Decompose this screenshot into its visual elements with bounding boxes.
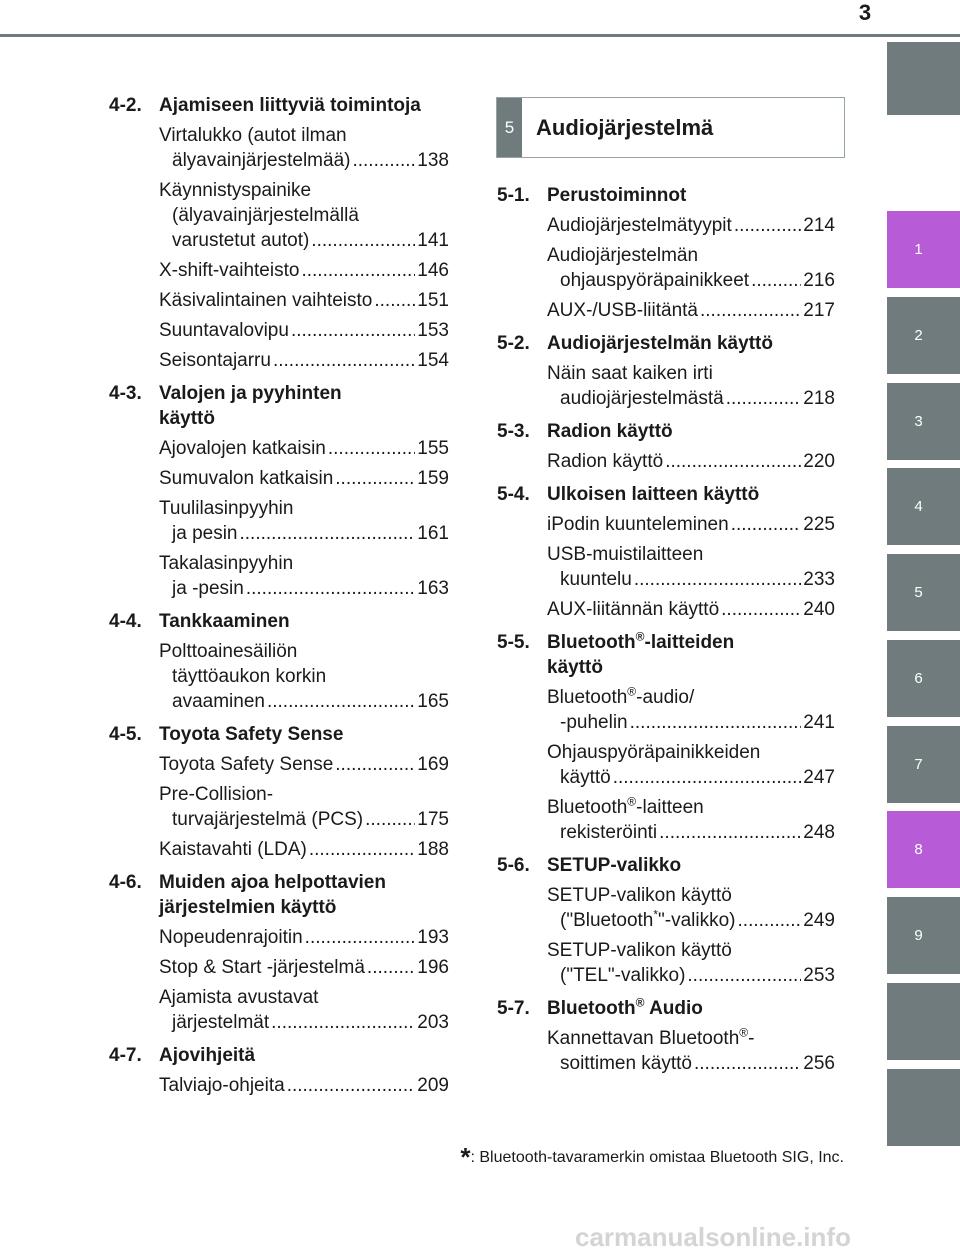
chapter-tab-label: 5 [914, 584, 923, 601]
toc-entry-line: Näin saat kaiken irti [547, 363, 713, 384]
section-number: 4-6. [109, 872, 142, 893]
dot-leader [291, 318, 415, 343]
dot-leader [687, 963, 801, 988]
toc-entry-page: 193 [417, 927, 449, 948]
toc-entry-page: 217 [803, 300, 835, 321]
toc-entry-line: Kannettavan Bluetooth®- [547, 1025, 755, 1049]
toc-entry-page: 233 [803, 569, 835, 590]
section-title [159, 870, 449, 920]
dot-leader [751, 268, 801, 293]
toc-right-column [497, 183, 835, 1076]
toc-section-heading[interactable] [497, 482, 835, 507]
toc-entry-title: turvajärjestelmä (PCS) [172, 809, 364, 830]
chapter-tab-label: 6 [914, 670, 923, 687]
chapter-tab-5[interactable] [887, 554, 960, 631]
dot-leader [305, 925, 416, 950]
toc-entry-line: SETUP-valikon käyttö [547, 885, 732, 906]
toc-entry-title: ("TEL"-valikko) [560, 965, 686, 986]
toc-entry-title: iPodin kuunteleminen [547, 514, 729, 535]
toc-entry[interactable] [159, 782, 449, 832]
toc-entry[interactable] [547, 361, 835, 411]
toc-entry-page: 159 [417, 468, 449, 489]
toc-entry-page: 247 [803, 767, 835, 788]
dot-leader [694, 1051, 801, 1076]
toc-entry-line: Takalasinpyyhin [159, 553, 294, 574]
section-title-line: Ajovihjeitä [159, 1045, 256, 1066]
dot-leader [365, 807, 415, 832]
section-title-line: Tankkaaminen [159, 611, 290, 632]
toc-section-heading[interactable] [109, 381, 449, 431]
section-title-line: Bluetooth®-laitteiden [547, 629, 735, 653]
toc-entry-page: 218 [803, 388, 835, 409]
chapter-tab-3[interactable] [887, 383, 960, 460]
section-title-line: käyttö [159, 408, 215, 429]
dot-leader [335, 466, 415, 491]
chapter-tab-7[interactable] [887, 726, 960, 803]
toc-entry-title: järjestelmät [172, 1012, 270, 1033]
toc-entry-page: 163 [417, 578, 449, 599]
toc-section-heading[interactable] [109, 722, 449, 747]
section-title [159, 609, 449, 634]
toc-entry-title: ("Bluetooth*"-valikko) [560, 907, 736, 931]
chapter-tab-9[interactable] [887, 897, 960, 974]
toc-entry[interactable] [159, 1073, 449, 1098]
dot-leader [734, 213, 801, 238]
section-title [547, 419, 835, 444]
toc-entry-title: Suuntavalovipu [159, 320, 289, 341]
toc-entry[interactable] [547, 512, 835, 537]
dot-leader [328, 436, 415, 461]
section-number: 5-3. [497, 421, 530, 442]
chapter-tab-label: 4 [914, 498, 923, 515]
chapter-tab-4[interactable] [887, 468, 960, 545]
toc-entry[interactable] [159, 925, 449, 950]
section-title [159, 381, 449, 431]
toc-entry[interactable] [159, 318, 449, 343]
section-title-line: SETUP-valikko [547, 855, 682, 876]
toc-entry-title: avaaminen [172, 691, 265, 712]
toc-entry-title: -puhelin [560, 712, 628, 733]
section-title-line: järjestelmien käyttö [159, 897, 337, 918]
section-title [547, 482, 835, 507]
toc-entry[interactable] [547, 883, 835, 933]
toc-section-heading[interactable] [497, 331, 835, 356]
toc-entry-page: 253 [803, 965, 835, 986]
section-title-line: Muiden ajoa helpottavien [159, 872, 386, 893]
toc-entry-line: Bluetooth®-audio/ [547, 684, 695, 708]
dot-leader [335, 752, 415, 777]
toc-entry-title: kuuntelu [560, 569, 632, 590]
toc-entry[interactable] [159, 178, 449, 253]
toc-entry-title: ja pesin [172, 523, 238, 544]
toc-entry[interactable] [159, 955, 449, 980]
toc-entry-page: 154 [417, 350, 449, 371]
toc-entry[interactable] [547, 298, 835, 323]
dot-leader [301, 258, 415, 283]
toc-entry-page: 151 [417, 290, 449, 311]
toc-entry-line: Pre-Collision- [159, 784, 274, 805]
toc-entry-page: 249 [803, 910, 835, 931]
chapter-tab-2[interactable] [887, 297, 960, 374]
chapter-number: 5 [497, 98, 522, 157]
chapter-header [496, 97, 845, 158]
toc-entry[interactable] [159, 288, 449, 313]
chapter-tab-label: 8 [914, 841, 923, 858]
toc-entry-page: 209 [417, 1075, 449, 1096]
toc-entry-title: Sumuvalon katkaisin [159, 468, 334, 489]
toc-entry[interactable] [547, 938, 835, 988]
chapter-tab-8[interactable] [887, 811, 960, 888]
toc-entry-title: Radion käyttö [547, 451, 664, 472]
dot-leader [240, 521, 416, 546]
toc-entry[interactable] [547, 243, 835, 293]
toc-entry[interactable] [159, 258, 449, 283]
toc-entry-page: 188 [417, 839, 449, 860]
toc-section-heading[interactable] [497, 996, 835, 1021]
toc-entry-line: täyttöaukon korkin [172, 666, 327, 687]
toc-entry[interactable] [547, 449, 835, 474]
section-number: 5-5. [497, 632, 530, 653]
toc-entry-page: 155 [417, 438, 449, 459]
toc-entry[interactable] [547, 542, 835, 592]
section-title-line: Ulkoisen laitteen käyttö [547, 484, 760, 505]
toc-entry[interactable] [547, 795, 835, 845]
dot-leader [271, 1010, 415, 1035]
toc-entry[interactable] [159, 551, 449, 601]
toc-entry-line: Käynnistyspainike [159, 180, 312, 201]
section-title-line: Perustoiminnot [547, 185, 687, 206]
toc-entry-page: 161 [417, 523, 449, 544]
dot-leader [352, 148, 415, 173]
toc-entry-line: Ohjauspyöräpainikkeiden [547, 742, 761, 763]
toc-entry[interactable] [159, 123, 449, 173]
toc-entry-title: Talviajo-ohjeita [159, 1075, 285, 1096]
toc-entry-title: AUX-liitännän käyttö [547, 599, 720, 620]
section-title-line: Radion käyttö [547, 421, 673, 442]
toc-entry[interactable] [547, 597, 835, 622]
chapter-title: Audiojärjestelmä [536, 114, 714, 140]
toc-entry-title: ja -pesin [172, 578, 244, 599]
page-number: 3 [858, 0, 872, 25]
toc-entry[interactable] [159, 436, 449, 461]
section-title [547, 630, 835, 680]
toc-entry-title: soittimen käyttö [560, 1053, 692, 1074]
dot-leader [738, 908, 802, 933]
toc-entry-page: 165 [417, 691, 449, 712]
toc-section-heading[interactable] [109, 870, 449, 920]
dot-leader [309, 837, 415, 862]
dot-leader [731, 512, 802, 537]
footnote-marker: * [460, 1142, 471, 1172]
dot-leader [726, 386, 802, 411]
toc-entry-page: 220 [803, 451, 835, 472]
toc-entry-page: 175 [417, 809, 449, 830]
section-title [547, 183, 835, 208]
toc-entry-title: Käsivalintainen vaihteisto [159, 290, 373, 311]
toc-entry[interactable] [159, 985, 449, 1035]
toc-section-heading[interactable] [497, 419, 835, 444]
toc-entry-page: 241 [803, 712, 835, 733]
toc-section-heading[interactable] [109, 93, 449, 118]
section-number: 5-6. [497, 855, 530, 876]
section-title-line: käyttö [547, 657, 603, 678]
dot-leader [367, 955, 415, 980]
section-number: 5-4. [497, 484, 530, 505]
toc-entry-page: 138 [417, 150, 449, 171]
toc-entry-title: ohjauspyöräpainikkeet [560, 270, 750, 291]
section-title-line: Toyota Safety Sense [159, 724, 344, 745]
section-title [159, 722, 449, 747]
toc-entry[interactable] [159, 837, 449, 862]
toc-entry-title: X-shift-vaihteisto [159, 260, 300, 281]
chapter-tab-1[interactable] [887, 211, 960, 288]
toc-entry-title: audiojärjestelmästä [560, 388, 724, 409]
dot-leader [246, 576, 415, 601]
section-number: 4-7. [109, 1045, 142, 1066]
chapter-tab-6[interactable] [887, 640, 960, 717]
toc-entry-page: 169 [417, 754, 449, 775]
chapter-tab-label: 3 [914, 413, 923, 430]
toc-entry[interactable] [547, 1026, 835, 1076]
section-title-line: Audiojärjestelmän käyttö [547, 333, 773, 354]
toc-entry-page: 248 [803, 822, 835, 843]
section-number: 4-3. [109, 383, 142, 404]
toc-entry-page: 214 [803, 215, 835, 236]
dot-leader [273, 348, 415, 373]
toc-entry-page: 225 [803, 514, 835, 535]
section-number: 5-7. [497, 998, 530, 1019]
section-title [547, 853, 835, 878]
toc-left-column [109, 93, 449, 1098]
toc-entry[interactable] [547, 685, 835, 735]
section-title-line: Ajamiseen liittyviä toimintoja [159, 95, 421, 116]
dot-leader [634, 567, 801, 592]
toc-entry-title: Seisontajarru [159, 350, 271, 371]
dot-leader [613, 765, 802, 790]
toc-entry[interactable] [547, 213, 835, 238]
chapter-tab-label: 7 [914, 756, 923, 773]
dot-leader [374, 288, 415, 313]
toc-entry[interactable] [547, 740, 835, 790]
dot-leader [630, 710, 802, 735]
toc-entry-page: 153 [417, 320, 449, 341]
toc-entry-line: Polttoainesäiliön [159, 641, 298, 662]
toc-section-heading[interactable] [109, 609, 449, 634]
toc-entry-page: 146 [417, 260, 449, 281]
toc-entry-title: Kaistavahti (LDA) [159, 839, 307, 860]
chapter-tab-label: 9 [914, 927, 923, 944]
toc-entry-title: AUX-/USB-liitäntä [547, 300, 698, 321]
dot-leader [665, 449, 801, 474]
toc-entry[interactable] [159, 496, 449, 546]
watermark: carmanualsonline.info [575, 1222, 851, 1252]
toc-entry-title: Stop & Start -järjestelmä [159, 957, 365, 978]
toc-entry-title: käyttö [560, 767, 611, 788]
footnote [460, 1142, 844, 1172]
section-title [159, 1043, 449, 1068]
section-title [547, 996, 835, 1021]
section-number: 4-2. [109, 95, 142, 116]
chapter-tab-blank-11[interactable] [887, 1069, 960, 1146]
chapter-tab-label: 2 [914, 327, 923, 344]
toc-entry[interactable] [159, 466, 449, 491]
toc-entry-line: SETUP-valikon käyttö [547, 940, 732, 961]
toc-entry[interactable] [159, 752, 449, 777]
dot-leader [287, 1073, 416, 1098]
section-number: 4-5. [109, 724, 142, 745]
toc-entry-title: Toyota Safety Sense [159, 754, 334, 775]
toc-entry[interactable] [159, 639, 449, 714]
toc-section-heading[interactable] [497, 630, 835, 680]
toc-section-heading[interactable] [497, 183, 835, 208]
toc-entry-line: Tuulilasinpyyhin [159, 498, 294, 519]
toc-entry-page: 203 [417, 1012, 449, 1033]
dot-leader [311, 228, 415, 253]
toc-entry-page: 196 [417, 957, 449, 978]
section-number: 5-1. [497, 185, 530, 206]
dot-leader [700, 298, 801, 323]
toc-entry-title: rekisteröinti [560, 822, 658, 843]
toc-entry-page: 216 [803, 270, 835, 291]
toc-entry-line: (älyavainjärjestelmällä [172, 205, 359, 226]
toc-entry-page: 141 [417, 230, 449, 251]
toc-entry-page: 256 [803, 1053, 835, 1074]
section-title [159, 93, 449, 118]
toc-entry-title: Nopeudenrajoitin [159, 927, 303, 948]
toc-entry-line: Audiojärjestelmän [547, 245, 699, 266]
section-title-line: Valojen ja pyyhinten [159, 383, 342, 404]
section-number: 4-4. [109, 611, 142, 632]
section-number: 5-2. [497, 333, 530, 354]
toc-section-heading[interactable] [109, 1043, 449, 1068]
chapter-tab-blank-0[interactable] [887, 42, 960, 115]
dot-leader [267, 689, 415, 714]
toc-entry-title: älyavainjärjestelmää) [172, 150, 351, 171]
section-title [547, 331, 835, 356]
toc-entry-page: 240 [803, 599, 835, 620]
header-rule [0, 34, 960, 37]
footnote-text: : Bluetooth-tavaramerkin omistaa Bluetooth SIG, Inc. [470, 1149, 844, 1166]
dot-leader [721, 597, 801, 622]
toc-entry-line: Virtalukko (autot ilman [159, 125, 347, 146]
toc-entry[interactable] [159, 348, 449, 373]
toc-entry-title: varustetut autot) [172, 230, 310, 251]
toc-entry-line: USB-muistilaitteen [547, 544, 704, 565]
toc-entry-title: Audiojärjestelmätyypit [547, 215, 732, 236]
toc-entry-line: Bluetooth®-laitteen [547, 794, 704, 818]
toc-entry-title: Ajovalojen katkaisin [159, 438, 326, 459]
chapter-tab-blank-10[interactable] [887, 983, 960, 1060]
toc-entry-line: Ajamista avustavat [159, 987, 319, 1008]
dot-leader [659, 820, 801, 845]
chapter-tab-label: 1 [914, 241, 923, 258]
toc-section-heading[interactable] [497, 853, 835, 878]
section-title-line: Bluetooth® Audio [547, 995, 703, 1019]
